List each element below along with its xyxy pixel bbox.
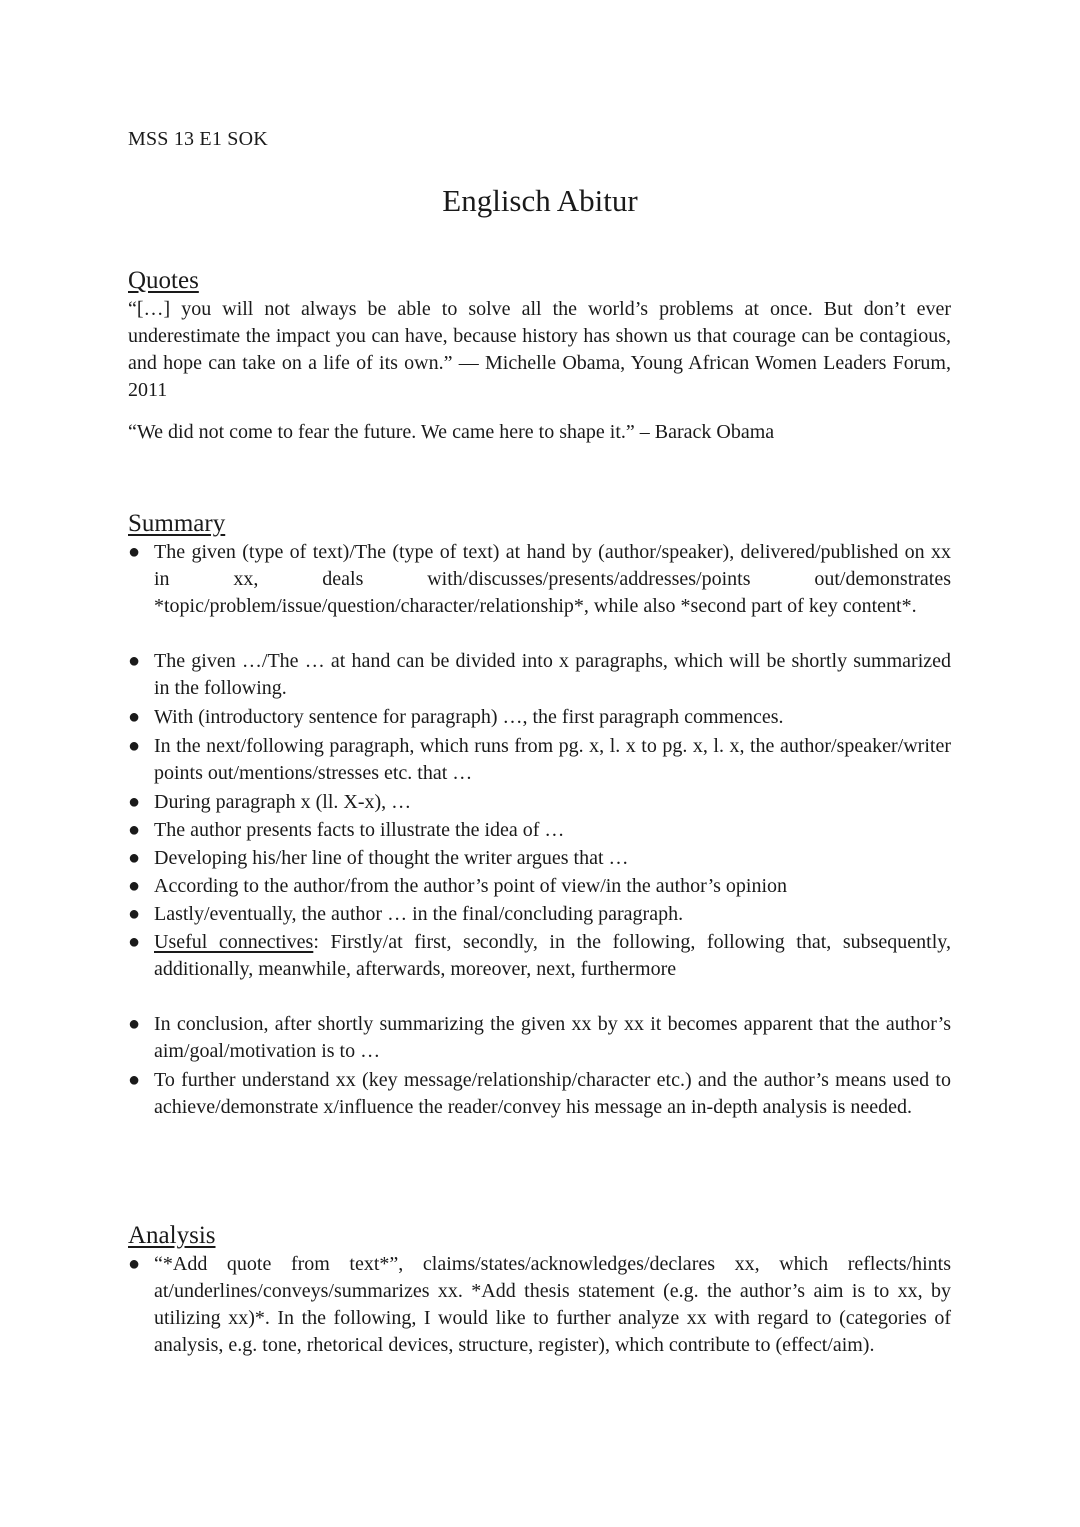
bullet-icon: ●: [128, 791, 141, 813]
list-item: [128, 789, 951, 816]
list-item: [128, 845, 951, 872]
bullet-icon: ●: [128, 706, 141, 728]
analysis-section: [128, 1221, 951, 1359]
bullet-icon: ●: [128, 541, 141, 563]
list-item-text: With (introductory sentence for paragraph) …, the first paragraph commences.: [154, 706, 784, 728]
list-item-text: Developing his/her line of thought the writer argues that …: [154, 847, 629, 869]
list-item: [128, 929, 951, 983]
bullet-icon: ●: [128, 650, 141, 672]
analysis-heading: Analysis: [128, 1222, 216, 1249]
bullet-icon: ●: [128, 847, 141, 869]
bullet-icon: ●: [128, 875, 141, 897]
summary-section: [128, 509, 951, 1121]
list-item: [128, 539, 951, 620]
connectives-label: Useful connectives: [154, 931, 314, 953]
list-item: [128, 648, 951, 702]
list-item-text: To further understand xx (key message/relationship/character etc.) and the author’s means used to achieve/demonstrate x/influence the reader/convey his message an in-depth analysis is needed.: [154, 1069, 951, 1118]
summary-conclusion-list: [128, 1011, 951, 1121]
course-code: MSS 13 E1 SOK: [128, 128, 268, 150]
list-item: [128, 901, 951, 928]
bullet-icon: ●: [128, 1253, 141, 1275]
list-item-text: In conclusion, after shortly summarizing the given xx by xx it becomes apparent that the author’s aim/goal/motivation is to …: [154, 1013, 951, 1062]
quote-obama-barack: “We did not come to fear the future. We came here to shape it.” – Barack Obama: [128, 421, 775, 443]
list-item: [128, 733, 951, 787]
list-item-text: The given …/The … at hand can be divided into x paragraphs, which will be shortly summarized in the following.: [154, 650, 951, 699]
quote-obama-michelle: “[…] you will not always be able to solve all the world’s problems at once. But don’t ever underestimate the impact you can have, because history has shown us that courage can be contagious, and hope can take on a life of its own.” — Michelle Obama, Young African Women Leaders Forum, 2011: [128, 298, 951, 401]
list-item: [128, 1011, 951, 1065]
list-item: [128, 1067, 951, 1121]
analysis-list: [128, 1251, 951, 1359]
connectives-text: : Firstly/at first, secondly, in the following, following that, subsequently, additionally, meanwhile, afterwards, moreover, next, furthermore: [154, 931, 951, 980]
list-item: [128, 873, 951, 900]
bullet-icon: ●: [128, 903, 141, 925]
list-item-text: The author presents facts to illustrate the idea of …: [154, 819, 565, 841]
quotes-section: [128, 266, 951, 446]
summary-main-list: [128, 648, 951, 983]
list-item-text: Lastly/eventually, the author … in the final/concluding paragraph.: [154, 903, 684, 925]
bullet-icon: ●: [128, 819, 141, 841]
list-item-text: “*Add quote from text*”, claims/states/acknowledges/declares xx, which reflects/hints at/underlines/conveys/summarizes xx. *Add thesis statement (e.g. the author’s aim is to xx, by utilizing xx)*. In the following, I would like to further analyze xx with regard to (categories of analysis, e.g. tone, rhetorical devices, structure, register), which contribute to (effect/aim).: [154, 1253, 951, 1356]
list-item-text: According to the author/from the author’s point of view/in the author’s opinion: [154, 875, 788, 897]
page-title: Englisch Abitur: [442, 183, 638, 218]
summary-heading: Summary: [128, 510, 226, 537]
bullet-icon: ●: [128, 1013, 141, 1035]
bullet-icon: ●: [128, 931, 141, 953]
list-item-text: During paragraph x (ll. X-x), …: [154, 791, 412, 813]
list-item: [128, 817, 951, 844]
quotes-heading: Quotes: [128, 267, 199, 294]
list-item: [128, 704, 951, 731]
bullet-icon: ●: [128, 735, 141, 757]
list-item-text: In the next/following paragraph, which runs from pg. x, l. x to pg. x, l. x, the author/speaker/writer points out/mentions/stresses etc. that …: [154, 735, 951, 784]
summary-intro-list: [128, 539, 951, 620]
list-item: [128, 1251, 951, 1359]
bullet-icon: ●: [128, 1069, 141, 1091]
list-item-text: The given (type of text)/The (type of text) at hand by (author/speaker), delivered/published on xx in xx, deals with/discusses/presents/addresses/points out/demonstrates *topic/problem/issue/question/character/relationship*, while also *second part of key content*.: [154, 541, 951, 617]
